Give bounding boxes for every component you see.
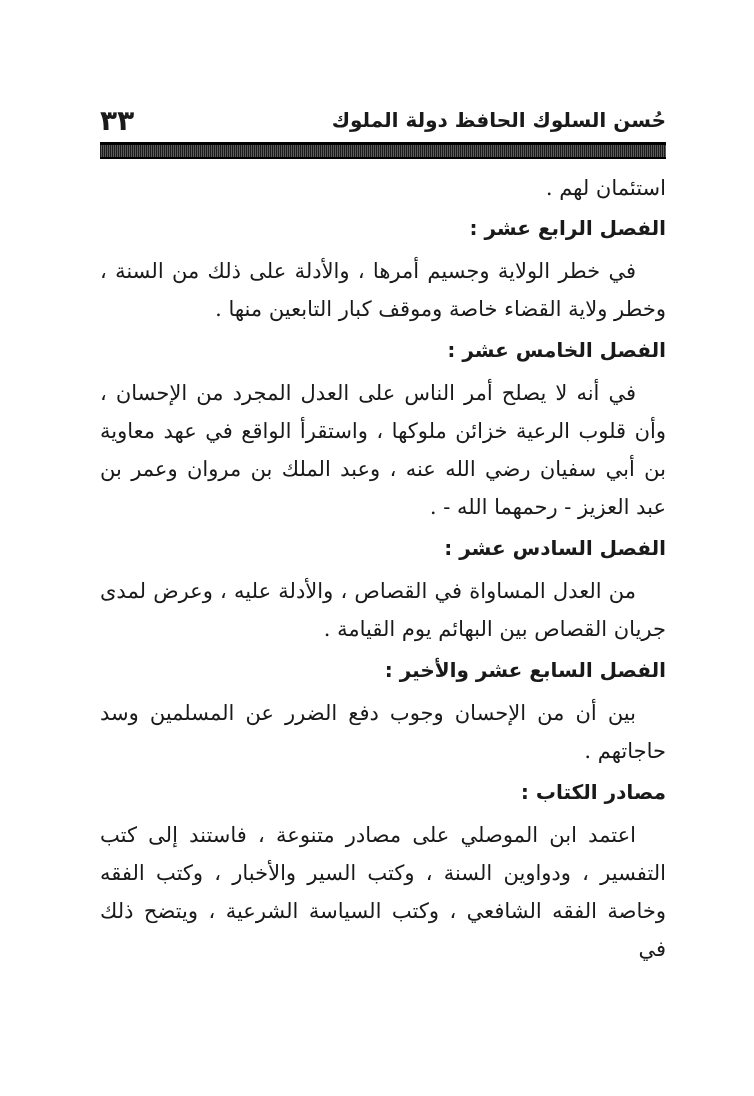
- section-16: [100, 530, 666, 648]
- section-17: [100, 652, 666, 770]
- book-title: حُسن السلوك الحافظ دولة الملوك: [331, 108, 666, 132]
- running-header: [100, 104, 666, 138]
- header-rule: [100, 142, 666, 159]
- section-heading: الفصل السادس عشر :: [444, 536, 666, 560]
- section-heading: الفصل السابع عشر والأخير :: [384, 658, 666, 682]
- section-heading: مصادر الكتاب :: [520, 780, 666, 804]
- section-text: بين أن من الإحسان وجوب دفع الضرر عن المسلمين وسد حاجاتهم .: [100, 701, 666, 763]
- section-text: اعتمد ابن الموصلي على مصادر متنوعة ، فاستند إلى كتب التفسير ، ودواوين السنة ، وكتب السير والأخبار ، وكتب الفقه وخاصة الفقه الشافعي ، وكتب السياسة الشرعية ، ويتضح ذلك في: [100, 823, 666, 961]
- section-heading: الفصل الخامس عشر :: [447, 338, 666, 362]
- page-body: [100, 170, 666, 972]
- section-sources: [100, 774, 666, 968]
- opening-line: استئمان لهم .: [545, 176, 666, 200]
- page-number: ٣٣: [100, 104, 135, 137]
- section-text: في أنه لا يصلح أمر الناس على العدل المجرد من الإحسان ، وأن قلوب الرعية خزائن ملوكها ، واستقرأ الواقع في عهد معاوية بن أبي سفيان رضي الله عنه ، وعبد الملك بن مروان وعمر بن عبد العزيز - رحمهما الله - .: [100, 381, 666, 519]
- section-heading: الفصل الرابع عشر :: [469, 216, 666, 240]
- section-15: [100, 332, 666, 526]
- section-text: من العدل المساواة في القصاص ، والأدلة عليه ، وعرض لمدى جريان القصاص بين البهائم يوم القيامة .: [100, 579, 666, 641]
- section-text: في خطر الولاية وجسيم أمرها ، والأدلة على ذلك من السنة ، وخطر ولاية القضاء خاصة وموقف كبار التابعين منها .: [100, 259, 666, 321]
- section-14: [100, 210, 666, 328]
